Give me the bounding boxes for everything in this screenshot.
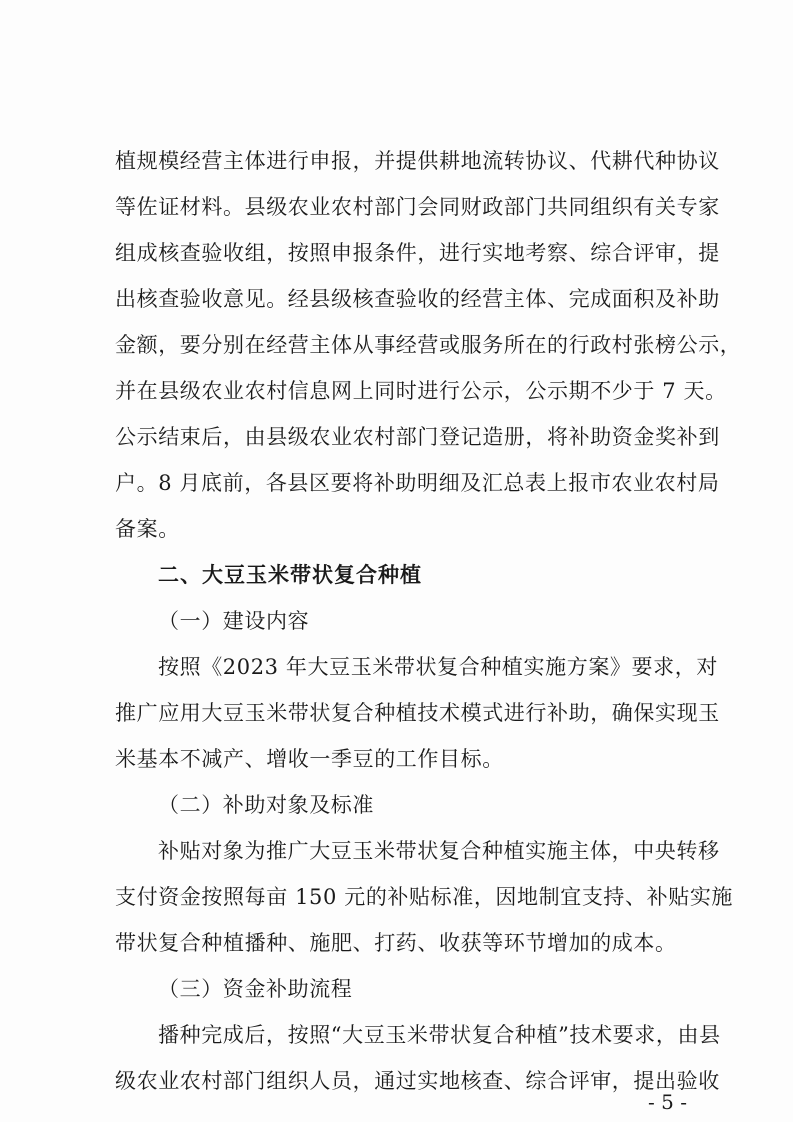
body-line-4: 出核查验收意见。经县级核查验收的经营主体、完成面积及补助 <box>115 287 720 311</box>
body-line-1: 植规模经营主体进行申报，并提供耕地流转协议、代耕代种协议 <box>115 149 720 173</box>
body-line-16: 补贴对象为推广大豆玉米带状复合种植实施主体，中央转移 <box>158 839 720 863</box>
body-line-5: 金额，要分别在经营主体从事经营或服务所在的行政村张榜公示， <box>115 333 742 357</box>
body-line-12: 按照《2023 年大豆玉米带状复合种植实施方案》要求，对 <box>158 655 718 679</box>
subsection-heading-2: （二）补助对象及标准 <box>158 793 374 817</box>
body-line-21: 级农业农村部门组织人员，通过实地核查、综合评审，提出验收 <box>115 1069 720 1093</box>
body-line-9: 备案。 <box>115 517 180 541</box>
body-line-18: 带状复合种植播种、施肥、打药、收获等环节增加的成本。 <box>115 931 677 955</box>
body-line-17: 支付资金按照每亩 150 元的补贴标准，因地制宜支持、补贴实施 <box>115 885 734 909</box>
body-line-2: 等佐证材料。县级农业农村部门会同财政部门共同组织有关专家 <box>115 195 720 219</box>
body-line-3: 组成核查验收组，按照申报条件，进行实地考察、综合评审，提 <box>115 241 720 265</box>
body-line-20: 播种完成后，按照“大豆玉米带状复合种植”技术要求，由县 <box>158 1023 721 1047</box>
body-line-8: 户。8 月底前，各县区要将补助明细及汇总表上报市农业农村局 <box>115 471 720 495</box>
body-line-13: 推广应用大豆玉米带状复合种植技术模式进行补助，确保实现玉 <box>115 701 720 725</box>
page-number: - 5 - <box>648 1090 687 1114</box>
subsection-heading-3: （三）资金补助流程 <box>158 977 353 1001</box>
body-line-14: 米基本不减产、增收一季豆的工作目标。 <box>115 747 504 771</box>
body-line-6: 并在县级农业农村信息网上同时进行公示，公示期不少于 7 天。 <box>115 379 727 403</box>
section-heading: 二、大豆玉米带状复合种植 <box>158 563 422 587</box>
body-line-7: 公示结束后，由县级农业农村部门登记造册，将补助资金奖补到 <box>115 425 720 449</box>
subsection-heading-1: （一）建设内容 <box>158 609 310 633</box>
